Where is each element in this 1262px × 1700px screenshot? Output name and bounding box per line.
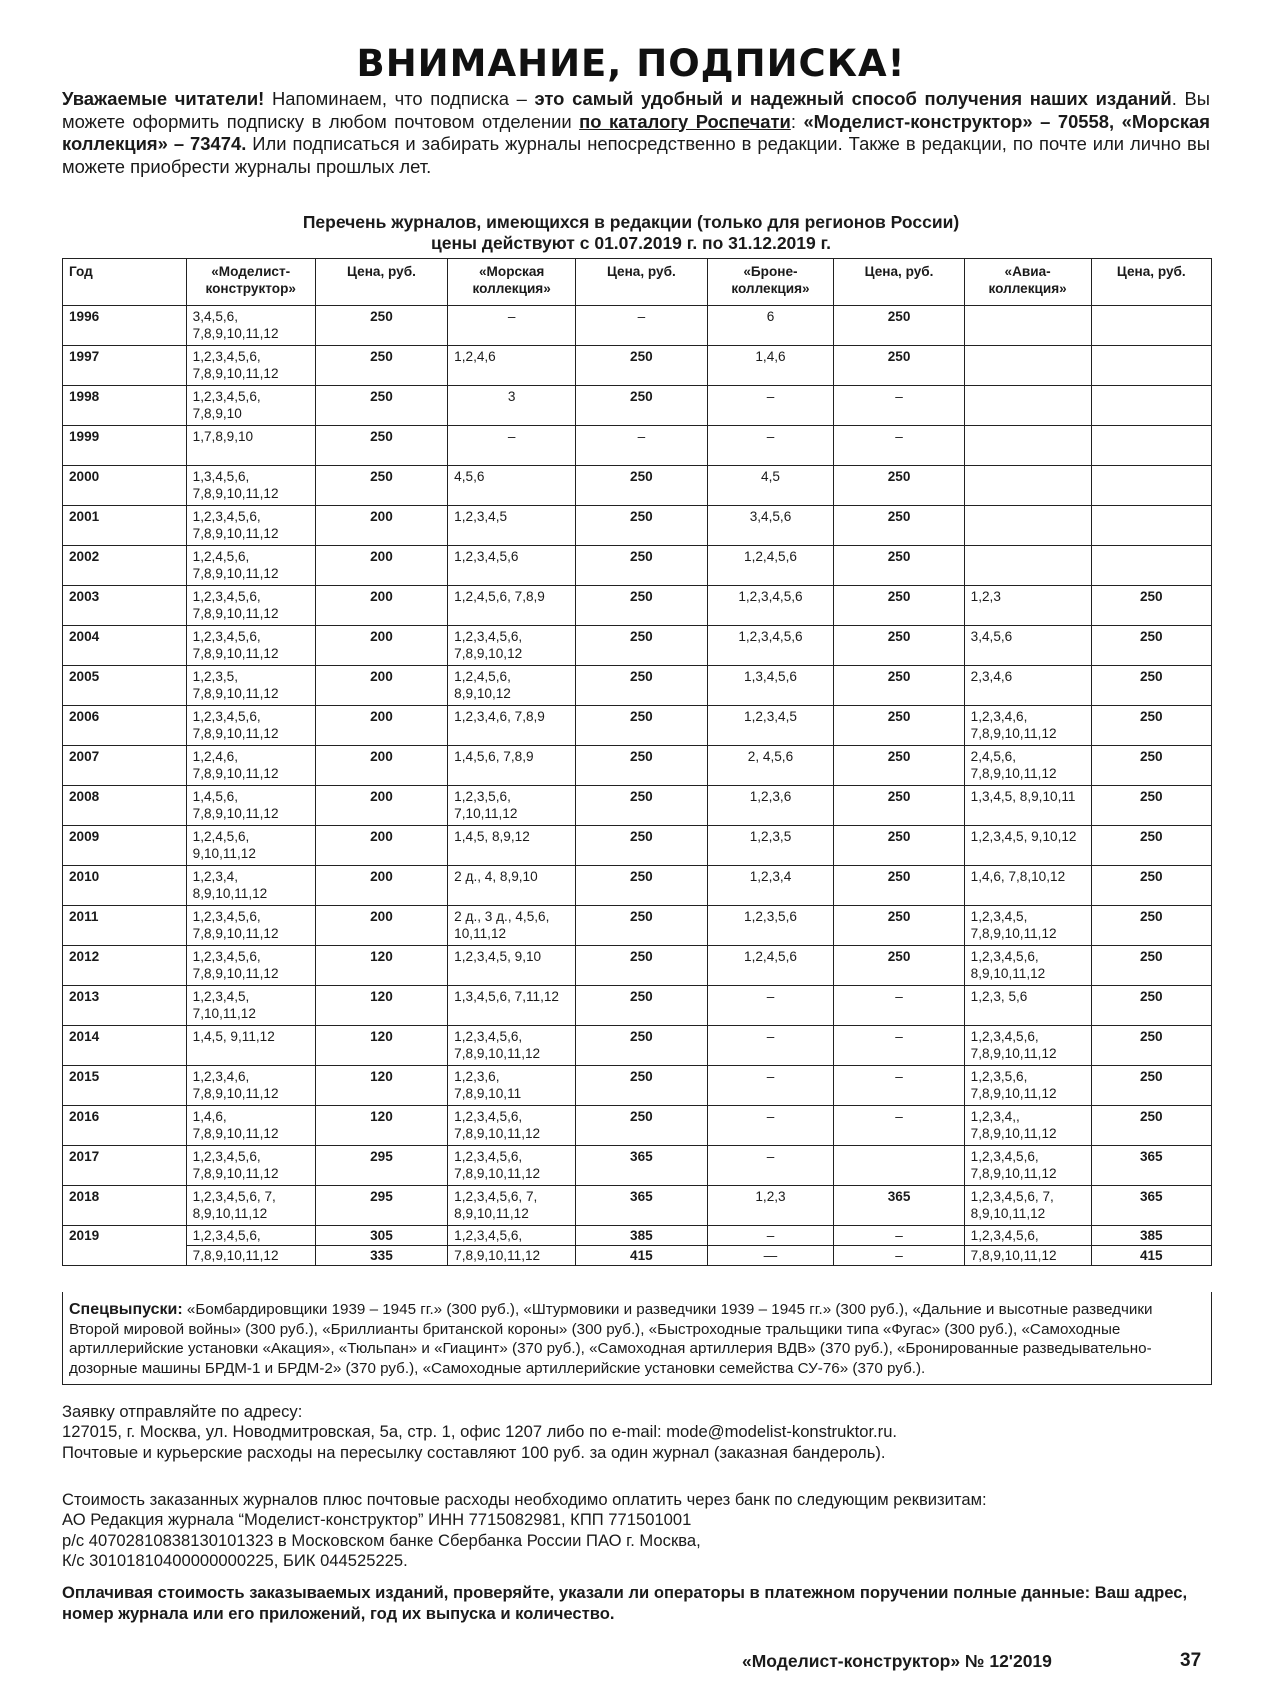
cell-avia-issues: 1,2,3,4,5, 9,10,12 <box>964 826 1091 866</box>
header-price-avia: Цена, руб. <box>1091 259 1211 306</box>
cell-modelist-price: 250 <box>315 386 447 426</box>
cell-avia-price: 250 <box>1091 586 1211 626</box>
cell-year: 2013 <box>63 986 187 1026</box>
cell-modelist-price: 200 <box>315 786 447 826</box>
table-row <box>63 586 1212 626</box>
cell-avia-issues: 7,8,9,10,11,12 <box>964 1246 1091 1266</box>
cell-modelist-issues: 1,4,5,6, 7,8,9,10,11,12 <box>186 786 315 826</box>
cell-morskaya-issues: 2 д., 4, 8,9,10 <box>448 866 576 906</box>
cell-morskaya-issues: 1,2,3,4,5 <box>448 506 576 546</box>
cell-modelist-price: 200 <box>315 626 447 666</box>
cell-bronya-issues: – <box>707 386 834 426</box>
cell-morskaya-issues: – <box>448 426 576 466</box>
cell-avia-price: 250 <box>1091 786 1211 826</box>
cell-avia-issues: 1,2,3,4,5,6, 7,8,9,10,11,12 <box>964 1026 1091 1066</box>
cell-modelist-price: 250 <box>315 346 447 386</box>
cell-avia-price <box>1091 506 1211 546</box>
cell-morskaya-issues: 1,2,4,5,6, 8,9,10,12 <box>448 666 576 706</box>
address-line-3: Почтовые и курьерские расходы на пересылку составляют 100 руб. за один журнал (заказная бандероль). <box>62 1442 886 1462</box>
cell-modelist-price: 200 <box>315 826 447 866</box>
cell-year: 2011 <box>63 906 187 946</box>
cell-modelist-price: 305 <box>315 1226 447 1246</box>
cell-avia-issues: 1,2,3,4,5, 7,8,9,10,11,12 <box>964 906 1091 946</box>
cell-avia-issues: 1,2,3,4,, 7,8,9,10,11,12 <box>964 1106 1091 1146</box>
table-row <box>63 626 1212 666</box>
cell-bronya-issues: 1,2,3,6 <box>707 786 834 826</box>
cell-morskaya-price: 250 <box>576 946 707 986</box>
cell-modelist-price: 335 <box>315 1246 447 1266</box>
cell-avia-price: 250 <box>1091 906 1211 946</box>
cell-modelist-issues: 1,2,4,5,6, 7,8,9,10,11,12 <box>186 546 315 586</box>
cell-morskaya-price: 250 <box>576 746 707 786</box>
header-price-bronya: Цена, руб. <box>834 259 964 306</box>
cell-year: 1997 <box>63 346 187 386</box>
cell-avia-issues: 2,3,4,6 <box>964 666 1091 706</box>
address-line-1: Заявку отправляйте по адресу: <box>62 1402 303 1421</box>
page-number: 37 <box>1180 1650 1202 1671</box>
special-issues-box <box>62 1292 1212 1385</box>
cell-bronya-issues: 1,4,6 <box>707 346 834 386</box>
cell-modelist-issues: 1,4,6, 7,8,9,10,11,12 <box>186 1106 315 1146</box>
cell-modelist-issues: 1,3,4,5,6, 7,8,9,10,11,12 <box>186 466 315 506</box>
table-row <box>63 386 1212 426</box>
table-row <box>63 906 1212 946</box>
cell-morskaya-price: 250 <box>576 546 707 586</box>
cell-modelist-issues: 1,2,3,4, 8,9,10,11,12 <box>186 866 315 906</box>
table-row <box>63 746 1212 786</box>
cell-year: 2014 <box>63 1026 187 1066</box>
cell-modelist-price: 295 <box>315 1146 447 1186</box>
cell-bronya-price: – <box>834 386 964 426</box>
cell-avia-price: 365 <box>1091 1146 1211 1186</box>
cell-morskaya-issues: 1,4,5,6, 7,8,9 <box>448 746 576 786</box>
header-avia: «Авиа-коллекция» <box>964 259 1091 306</box>
cell-avia-price <box>1091 346 1211 386</box>
cell-modelist-issues: 1,2,3,4,5,6, 7,8,9,10,11,12 <box>186 346 315 386</box>
table-row <box>63 306 1212 346</box>
cell-modelist-issues: 7,8,9,10,11,12 <box>186 1246 315 1266</box>
cell-bronya-issues: — <box>707 1246 834 1266</box>
cell-morskaya-issues: 1,2,3,4,5,6, 7,8,9,10,11,12 <box>448 1146 576 1186</box>
cell-bronya-price: 250 <box>834 306 964 346</box>
cell-avia-issues <box>964 466 1091 506</box>
cell-morskaya-issues: 3 <box>448 386 576 426</box>
cell-modelist-price: 250 <box>315 466 447 506</box>
cell-bronya-issues: 1,2,4,5,6 <box>707 546 834 586</box>
cell-avia-issues <box>964 346 1091 386</box>
cell-modelist-price: 200 <box>315 586 447 626</box>
cell-avia-price <box>1091 386 1211 426</box>
cell-morskaya-issues: 1,2,3,4,5, 9,10 <box>448 946 576 986</box>
cell-modelist-issues: 1,4,5, 9,11,12 <box>186 1026 315 1066</box>
cell-bronya-price: 250 <box>834 706 964 746</box>
cell-bronya-issues: 3,4,5,6 <box>707 506 834 546</box>
table-row <box>63 506 1212 546</box>
cell-avia-price: 385 <box>1091 1226 1211 1246</box>
cell-modelist-issues: 1,7,8,9,10 <box>186 426 315 466</box>
cell-bronya-price: – <box>834 1106 964 1146</box>
cell-modelist-issues: 1,2,3,4,5,6, 7, 8,9,10,11,12 <box>186 1186 315 1226</box>
cell-modelist-price: 200 <box>315 746 447 786</box>
cell-bronya-price: 250 <box>834 626 964 666</box>
table-row <box>63 1066 1212 1106</box>
cell-avia-price: 250 <box>1091 666 1211 706</box>
special-issues-text: «Бомбардировщики 1939 – 1945 гг.» (300 руб.), «Штурмовики и разведчики 1939 – 1945 гг.» (300 руб.), «Дальние и высотные разведчики Второй мировой войны» (300 руб.), «Бриллианты британской короны» (300 руб.), «Быстроходные тральщики типа «Фугас» (300 руб.), «Самоходные артиллерийские установки «Акация», «Тюльпан» и «Гиацинт» (370 руб.), «Самоходная артиллерия ВДВ» (370 руб.), «Бронированные разведывательно-дозорные машины БРДМ-1 и БРДМ-2» (370 руб.), «Самоходные артиллерийские установки семейства СУ-76» (370 руб.). <box>69 1301 1153 1377</box>
cell-bronya-price: 250 <box>834 346 964 386</box>
cell-year: 2006 <box>63 706 187 746</box>
cell-modelist-price: 250 <box>315 426 447 466</box>
cell-modelist-price: 200 <box>315 546 447 586</box>
cell-modelist-issues: 1,2,3,4,5,6, 7,8,9,10,11,12 <box>186 906 315 946</box>
cell-bronya-issues: 1,3,4,5,6 <box>707 666 834 706</box>
cell-avia-price: 250 <box>1091 746 1211 786</box>
cell-bronya-price <box>834 1146 964 1186</box>
table-row <box>63 786 1212 826</box>
intro-text-3: : <box>790 110 804 132</box>
intro-bold-1: это самый удобный и надежный способ получения наших изданий <box>534 88 1172 109</box>
cell-bronya-issues: – <box>707 1066 834 1106</box>
cell-year: 2019 <box>63 1226 187 1266</box>
cell-modelist-issues: 1,2,3,4,5, 7,10,11,12 <box>186 986 315 1026</box>
cell-modelist-issues: 1,2,3,4,5,6, 7,8,9,10,11,12 <box>186 506 315 546</box>
cell-avia-price: 250 <box>1091 1106 1211 1146</box>
cell-modelist-issues: 1,2,3,4,5,6, 7,8,9,10,11,12 <box>186 586 315 626</box>
cell-morskaya-price: 250 <box>576 586 707 626</box>
header-modelist: «Моделист-конструктор» <box>186 259 315 306</box>
cell-bronya-price: 250 <box>834 506 964 546</box>
cell-avia-price: 250 <box>1091 946 1211 986</box>
cell-morskaya-issues: 4,5,6 <box>448 466 576 506</box>
cell-bronya-issues: 6 <box>707 306 834 346</box>
cell-avia-price: 250 <box>1091 706 1211 746</box>
cell-avia-issues: 1,3,4,5, 8,9,10,11 <box>964 786 1091 826</box>
cell-morskaya-price: 250 <box>576 466 707 506</box>
table-row-2019-b <box>63 1246 1212 1266</box>
cell-morskaya-price: 415 <box>576 1246 707 1266</box>
intro-paragraph <box>62 88 1210 178</box>
subscription-indices: «Моделист-конструктор» – 70558, «Морская коллекция» – 73474. <box>62 110 1210 154</box>
table-row <box>63 946 1212 986</box>
cell-morskaya-price: 385 <box>576 1226 707 1246</box>
cell-bronya-issues: 1,2,3,5,6 <box>707 906 834 946</box>
cell-year: 2005 <box>63 666 187 706</box>
table-row <box>63 546 1212 586</box>
cell-modelist-issues: 1,2,3,4,5,6, 7,8,9,10,11,12 <box>186 626 315 666</box>
table-row <box>63 346 1212 386</box>
cell-modelist-price: 120 <box>315 946 447 986</box>
cell-morskaya-issues: – <box>448 306 576 346</box>
cell-morskaya-price: 250 <box>576 626 707 666</box>
cell-modelist-price: 120 <box>315 1066 447 1106</box>
cell-morskaya-issues: 1,2,4,5,6, 7,8,9 <box>448 586 576 626</box>
cell-year: 2000 <box>63 466 187 506</box>
cell-bronya-price: – <box>834 1246 964 1266</box>
cell-avia-price <box>1091 546 1211 586</box>
cell-avia-issues: 1,2,3,4,5,6, <box>964 1226 1091 1246</box>
cell-morskaya-issues: 1,3,4,5,6, 7,11,12 <box>448 986 576 1026</box>
cell-modelist-issues: 1,2,4,5,6, 9,10,11,12 <box>186 826 315 866</box>
cell-bronya-issues: 1,2,3,4,5,6 <box>707 586 834 626</box>
bank-line-2: АО Редакция журнала “Моделист-конструктор” ИНН 7715082981, КПП 771501001 <box>62 1510 692 1530</box>
cell-bronya-issues: – <box>707 1226 834 1246</box>
table-row <box>63 1106 1212 1146</box>
cell-bronya-issues: 1,2,3,4,5,6 <box>707 626 834 666</box>
cell-morskaya-issues: 1,2,3,4,5,6, 7, 8,9,10,11,12 <box>448 1186 576 1226</box>
cell-avia-issues: 1,2,3,4,5,6, 7,8,9,10,11,12 <box>964 1146 1091 1186</box>
cell-modelist-issues: 1,2,3,4,5,6, <box>186 1226 315 1246</box>
bank-details <box>62 1490 1212 1571</box>
cell-avia-price: 415 <box>1091 1246 1211 1266</box>
cell-avia-price <box>1091 426 1211 466</box>
cell-avia-price: 250 <box>1091 986 1211 1026</box>
cell-morskaya-issues: 1,2,3,4,5,6, 7,8,9,10,11,12 <box>448 1106 576 1146</box>
cell-avia-issues: 1,2,3,4,6, 7,8,9,10,11,12 <box>964 706 1091 746</box>
cell-morskaya-issues: 1,2,3,4,5,6, 7,8,9,10,12 <box>448 626 576 666</box>
cell-modelist-issues: 1,2,3,4,6, 7,8,9,10,11,12 <box>186 1066 315 1106</box>
cell-avia-issues: 1,2,3 <box>964 586 1091 626</box>
cell-avia-price: 250 <box>1091 866 1211 906</box>
cell-year: 2001 <box>63 506 187 546</box>
cell-morskaya-price: 250 <box>576 826 707 866</box>
cell-morskaya-issues: 7,8,9,10,11,12 <box>448 1246 576 1266</box>
cell-bronya-issues: 1,2,4,5,6 <box>707 946 834 986</box>
cell-avia-issues: 2,4,5,6, 7,8,9,10,11,12 <box>964 746 1091 786</box>
cell-morskaya-price: 250 <box>576 1066 707 1106</box>
intro-greeting: Уважаемые читатели! <box>62 88 265 109</box>
header-year: Год <box>63 259 187 306</box>
caption-line-2: цены действуют с 01.07.2019 г. по 31.12.2019 г. <box>430 233 832 253</box>
cell-morskaya-price: 250 <box>576 906 707 946</box>
cell-bronya-issues: 1,2,3,4 <box>707 866 834 906</box>
cell-year: 2018 <box>63 1186 187 1226</box>
cell-modelist-issues: 1,2,3,4,5,6, 7,8,9,10,11,12 <box>186 946 315 986</box>
cell-avia-price: 250 <box>1091 1066 1211 1106</box>
cell-avia-issues <box>964 506 1091 546</box>
payment-warning: Оплачивая стоимость заказываемых изданий, проверяйте, указали ли операторы в платежном поручении полные данные: Ваш адрес, номер журнала или его приложений, год их выпуска и количество. <box>62 1583 1188 1623</box>
cell-morskaya-issues: 1,2,3,4,5,6, 7,8,9,10,11,12 <box>448 1026 576 1066</box>
cell-avia-price: 250 <box>1091 626 1211 666</box>
cell-morskaya-price: – <box>576 306 707 346</box>
table-row <box>63 466 1212 506</box>
table-row <box>63 1186 1212 1226</box>
cell-modelist-price: 120 <box>315 1026 447 1066</box>
cell-bronya-issues: – <box>707 426 834 466</box>
cell-bronya-issues: – <box>707 1106 834 1146</box>
cell-year: 2004 <box>63 626 187 666</box>
caption-line-1: Перечень журналов, имеющихся в редакции (только для регионов России) <box>302 212 960 232</box>
footer-magazine-issue: «Моделист-конструктор» № 12'2019 <box>742 1651 1052 1671</box>
cell-avia-price <box>1091 306 1211 346</box>
cell-bronya-price: 250 <box>834 946 964 986</box>
bank-line-4: К/с 30101810400000000225, БИК 044525225. <box>62 1550 408 1570</box>
cell-morskaya-price: 250 <box>576 986 707 1026</box>
cell-bronya-price: 250 <box>834 586 964 626</box>
table-caption <box>0 212 1262 254</box>
cell-bronya-issues: – <box>707 986 834 1026</box>
cell-modelist-price: 200 <box>315 706 447 746</box>
cell-bronya-issues: 1,2,3 <box>707 1186 834 1226</box>
table-row <box>63 986 1212 1026</box>
cell-bronya-price: – <box>834 986 964 1026</box>
cell-avia-issues: 1,2,3, 5,6 <box>964 986 1091 1026</box>
cell-morskaya-issues: 1,2,3,4,6, 7,8,9 <box>448 706 576 746</box>
cell-year: 2003 <box>63 586 187 626</box>
cell-morskaya-price: 250 <box>576 506 707 546</box>
cell-year: 2007 <box>63 746 187 786</box>
cell-morskaya-price: 250 <box>576 866 707 906</box>
cell-bronya-issues: 1,2,3,5 <box>707 826 834 866</box>
cell-morskaya-price: – <box>576 426 707 466</box>
header-bronya: «Броне-коллекция» <box>707 259 834 306</box>
intro-text-2: . Вы можете оформить подписку в любом почтовом отделении <box>62 88 1210 132</box>
cell-avia-price: 250 <box>1091 826 1211 866</box>
table-row <box>63 1146 1212 1186</box>
cell-bronya-issues: 1,2,3,4,5 <box>707 706 834 746</box>
cell-bronya-price: – <box>834 1026 964 1066</box>
table-row <box>63 1026 1212 1066</box>
table-header-row <box>63 259 1212 306</box>
cell-bronya-price: 250 <box>834 666 964 706</box>
cell-bronya-price: – <box>834 1066 964 1106</box>
table-row <box>63 706 1212 746</box>
cell-morskaya-price: 250 <box>576 386 707 426</box>
cell-modelist-issues: 1,2,3,4,5,6, 7,8,9,10,11,12 <box>186 706 315 746</box>
cell-year: 2002 <box>63 546 187 586</box>
table-row <box>63 426 1212 466</box>
cell-year: 1998 <box>63 386 187 426</box>
table-row <box>63 666 1212 706</box>
cell-morskaya-price: 365 <box>576 1186 707 1226</box>
cell-morskaya-issues: 1,2,3,5,6, 7,10,11,12 <box>448 786 576 826</box>
cell-morskaya-issues: 1,2,3,6, 7,8,9,10,11 <box>448 1066 576 1106</box>
cell-modelist-issues: 1,2,3,4,5,6, 7,8,9,10,11,12 <box>186 1146 315 1186</box>
cell-avia-price <box>1091 466 1211 506</box>
cell-morskaya-price: 250 <box>576 706 707 746</box>
cell-modelist-issues: 1,2,3,5, 7,8,9,10,11,12 <box>186 666 315 706</box>
cell-bronya-price: 250 <box>834 826 964 866</box>
cell-avia-issues: 1,2,3,4,5,6, 7, 8,9,10,11,12 <box>964 1186 1091 1226</box>
cell-avia-issues: 3,4,5,6 <box>964 626 1091 666</box>
cell-bronya-price: – <box>834 426 964 466</box>
cell-modelist-price: 120 <box>315 986 447 1026</box>
cell-year: 2012 <box>63 946 187 986</box>
cell-morskaya-issues: 1,2,3,4,5,6, <box>448 1226 576 1246</box>
cell-bronya-price: 250 <box>834 466 964 506</box>
cell-modelist-price: 295 <box>315 1186 447 1226</box>
header-price-modelist: Цена, руб. <box>315 259 447 306</box>
magazine-price-table <box>62 258 1212 1266</box>
cell-bronya-price: 365 <box>834 1186 964 1226</box>
cell-modelist-price: 250 <box>315 306 447 346</box>
cell-avia-price: 250 <box>1091 1026 1211 1066</box>
cell-morskaya-price: 365 <box>576 1146 707 1186</box>
table-row-2019-a <box>63 1226 1212 1246</box>
cell-bronya-issues: – <box>707 1026 834 1066</box>
intro-text-4: Или подписаться и забирать журналы непосредственно в редакции. Также в редакции, по почте или лично вы можете приобрести журналы прошлых лет. <box>62 133 1210 177</box>
cell-year: 1999 <box>63 426 187 466</box>
cell-avia-price: 365 <box>1091 1186 1211 1226</box>
cell-morskaya-issues: 2 д., 3 д., 4,5,6, 10,11,12 <box>448 906 576 946</box>
cell-modelist-issues: 1,2,3,4,5,6, 7,8,9,10 <box>186 386 315 426</box>
cell-morskaya-price: 250 <box>576 1106 707 1146</box>
cell-year: 2010 <box>63 866 187 906</box>
cell-morskaya-issues: 1,2,3,4,5,6 <box>448 546 576 586</box>
special-issues-label: Спецвыпуски: <box>69 1301 183 1318</box>
address-line-2: 127015, г. Москва, ул. Новодмитровская, 5а, стр. 1, офис 1207 либо по e-mail: mode@modelist-konstruktor.ru. <box>62 1422 898 1442</box>
cell-modelist-price: 200 <box>315 906 447 946</box>
cell-morskaya-price: 250 <box>576 786 707 826</box>
cell-modelist-price: 200 <box>315 866 447 906</box>
cell-morskaya-price: 250 <box>576 666 707 706</box>
cell-avia-issues <box>964 426 1091 466</box>
cell-morskaya-issues: 1,4,5, 8,9,12 <box>448 826 576 866</box>
cell-avia-issues <box>964 386 1091 426</box>
table-row <box>63 866 1212 906</box>
header-price-morskaya: Цена, руб. <box>576 259 707 306</box>
bank-line-1: Стоимость заказанных журналов плюс почтовые расходы необходимо оплатить через банк по следующим реквизитам: <box>62 1490 987 1509</box>
catalog-reference: по каталогу Роспечати <box>579 110 791 132</box>
cell-bronya-price: 250 <box>834 746 964 786</box>
cell-modelist-price: 200 <box>315 666 447 706</box>
intro-text-1: Напоминаем, что подписка – <box>264 88 535 109</box>
cell-avia-issues <box>964 546 1091 586</box>
cell-avia-issues: 1,4,6, 7,8,10,12 <box>964 866 1091 906</box>
cell-modelist-price: 120 <box>315 1106 447 1146</box>
cell-bronya-issues: 4,5 <box>707 466 834 506</box>
cell-avia-issues: 1,2,3,4,5,6, 8,9,10,11,12 <box>964 946 1091 986</box>
page-title: ВНИМАНИЕ, ПОДПИСКА! <box>356 42 906 85</box>
cell-bronya-issues: 2, 4,5,6 <box>707 746 834 786</box>
cell-morskaya-price: 250 <box>576 1026 707 1066</box>
cell-modelist-issues: 1,2,4,6, 7,8,9,10,11,12 <box>186 746 315 786</box>
cell-year: 1996 <box>63 306 187 346</box>
cell-bronya-price: 250 <box>834 546 964 586</box>
cell-avia-issues <box>964 306 1091 346</box>
header-morskaya: «Морская коллекция» <box>448 259 576 306</box>
table-row <box>63 826 1212 866</box>
cell-year: 2009 <box>63 826 187 866</box>
cell-bronya-issues: – <box>707 1146 834 1186</box>
cell-year: 2008 <box>63 786 187 826</box>
cell-year: 2017 <box>63 1146 187 1186</box>
cell-bronya-price: 250 <box>834 866 964 906</box>
cell-morskaya-issues: 1,2,4,6 <box>448 346 576 386</box>
cell-bronya-price: – <box>834 1226 964 1246</box>
cell-year: 2015 <box>63 1066 187 1106</box>
cell-modelist-price: 200 <box>315 506 447 546</box>
cell-modelist-issues: 3,4,5,6, 7,8,9,10,11,12 <box>186 306 315 346</box>
cell-bronya-price: 250 <box>834 786 964 826</box>
table-body <box>63 306 1212 1266</box>
bank-line-3: р/с 40702810838130101323 в Московском банке Сбербанка России ПАО г. Москва, <box>62 1530 701 1550</box>
cell-avia-issues: 1,2,3,5,6, 7,8,9,10,11,12 <box>964 1066 1091 1106</box>
order-address <box>62 1402 1212 1463</box>
cell-bronya-price: 250 <box>834 906 964 946</box>
cell-morskaya-price: 250 <box>576 346 707 386</box>
cell-year: 2016 <box>63 1106 187 1146</box>
